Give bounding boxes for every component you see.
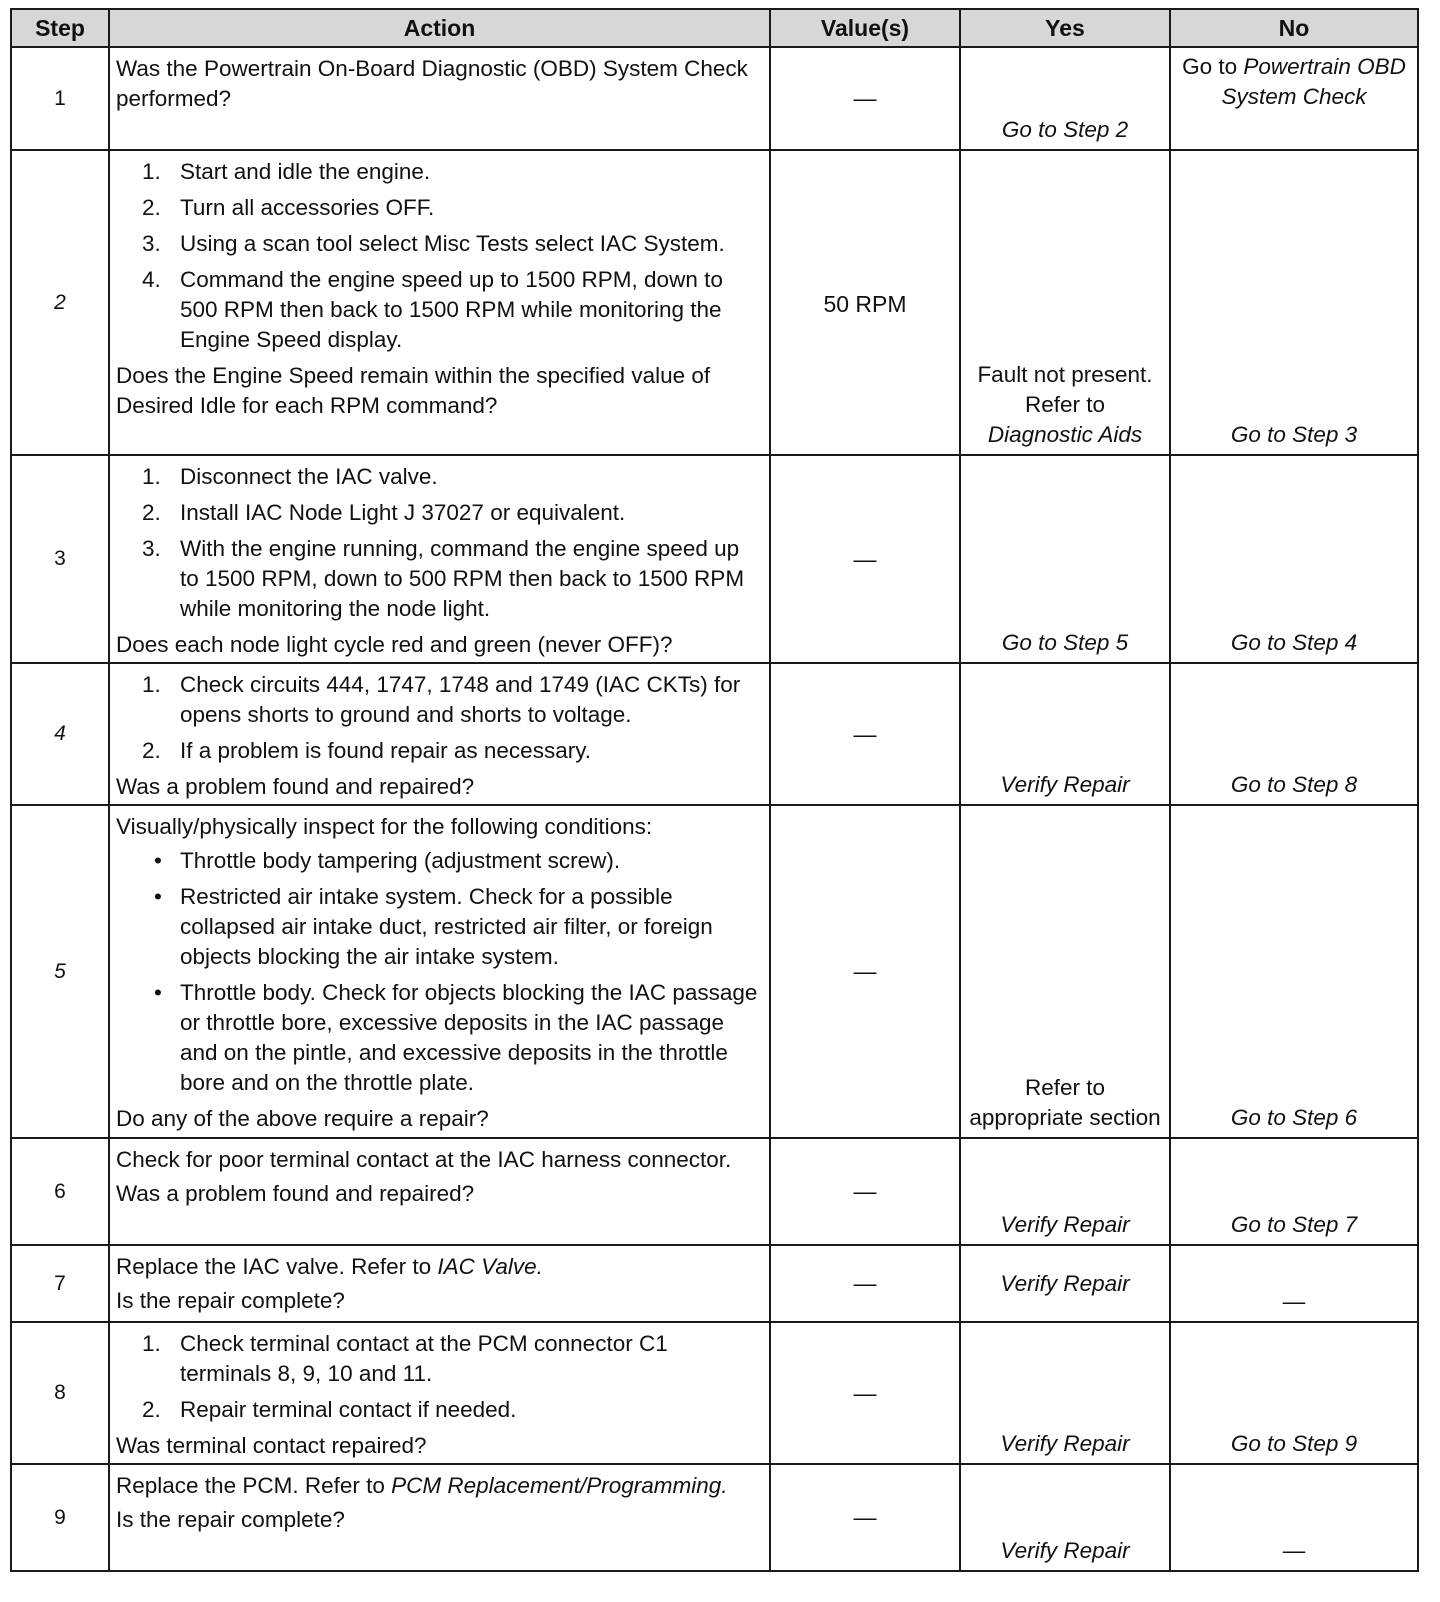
action-question: Does each node light cycle red and green (never OFF)? [116, 632, 673, 657]
list-item-text: Throttle body tampering (adjustment screw). [180, 848, 621, 873]
table-row [11, 805, 1418, 1138]
list-item: 1. Disconnect the IAC valve. [142, 464, 438, 489]
no-text: Go to [1182, 54, 1238, 79]
header-no: No [1170, 9, 1418, 47]
action-text: Was the Powertrain On-Board Diagnostic (OBD) System Check performed? [116, 56, 748, 111]
action-cell [109, 663, 770, 805]
value-cell: — [770, 1464, 960, 1571]
no-cell: — [1170, 1464, 1418, 1571]
action-steps [116, 462, 763, 624]
action-reference: IAC Valve. [437, 1254, 543, 1279]
header-values: Value(s) [770, 9, 960, 47]
table-row [11, 1245, 1418, 1322]
value-cell: — [770, 1245, 960, 1322]
value-cell: — [770, 1138, 960, 1245]
step-number: 8 [11, 1322, 109, 1464]
condition-list [116, 846, 763, 1098]
list-item: 1. Check circuits 444, 1747, 1748 and 1749 (IAC CKTs) for opens shorts to ground and shorts to voltage. [142, 672, 741, 727]
action-cell [109, 150, 770, 455]
yes-text: Fault not present. Refer to [977, 362, 1153, 417]
action-text-lead: Replace the PCM. Refer to [116, 1473, 385, 1498]
action-question: Do any of the above require a repair? [116, 1106, 489, 1131]
list-item-text: Turn all accessories OFF. [180, 195, 435, 220]
action-intro: Visually/physically inspect for the following conditions: [116, 814, 653, 839]
step-number: 3 [11, 455, 109, 663]
step-number: 7 [11, 1245, 109, 1322]
action-question: Was a problem found and repaired? [116, 1181, 475, 1206]
action-cell [109, 1245, 770, 1322]
no-cell: Go to Step 8 [1170, 663, 1418, 805]
list-item-text: Restricted air intake system. Check for a possible collapsed air intake duct, restricted air filter, or foreign objects blocking the air intake system. [180, 884, 713, 969]
action-reference: PCM Replacement/Programming. [391, 1473, 728, 1498]
value-cell: — [770, 455, 960, 663]
list-item-text: Start and idle the engine. [180, 159, 431, 184]
action-cell [109, 455, 770, 663]
action-text [116, 1471, 763, 1501]
no-cell: — [1170, 1245, 1418, 1322]
list-item: 3. Using a scan tool select Misc Tests select IAC System. [142, 231, 725, 256]
action-steps [116, 1329, 763, 1425]
yes-cell [960, 150, 1170, 455]
header-row [11, 9, 1418, 47]
action-text-lead: Replace the IAC valve. Refer to [116, 1254, 432, 1279]
step-number: 2 [11, 150, 109, 455]
list-item-text: Disconnect the IAC valve. [180, 464, 438, 489]
action-question: Was a problem found and repaired? [116, 774, 475, 799]
table-row [11, 455, 1418, 663]
list-item: • Throttle body tampering (adjustment screw). [154, 848, 621, 873]
action-cell [109, 47, 770, 150]
list-item-text: With the engine running, command the engine speed up to 1500 RPM, down to 500 RPM then back to 1500 RPM while monitoring the node light. [180, 536, 745, 621]
table-row [11, 47, 1418, 150]
yes-reference: Diagnostic Aids [987, 422, 1143, 447]
yes-cell: Verify Repair [960, 663, 1170, 805]
header-yes: Yes [960, 9, 1170, 47]
action-cell [109, 1464, 770, 1571]
table-row [11, 150, 1418, 455]
no-cell: Go to Step 9 [1170, 1322, 1418, 1464]
list-item-text: Check terminal contact at the PCM connector C1 terminals 8, 9, 10 and 11. [180, 1331, 668, 1386]
yes-cell: Verify Repair [960, 1322, 1170, 1464]
list-item-text: Using a scan tool select Misc Tests select IAC System. [180, 231, 725, 256]
action-question: Was terminal contact repaired? [116, 1433, 427, 1458]
list-item: 4. Command the engine speed up to 1500 RPM, down to 500 RPM then back to 1500 RPM while monitoring the Engine Speed display. [142, 267, 723, 352]
action-question: Does the Engine Speed remain within the specified value of Desired Idle for each RPM command? [116, 363, 711, 418]
action-cell [109, 1138, 770, 1245]
list-item: 2. Repair terminal contact if needed. [142, 1397, 517, 1422]
header-action: Action [109, 9, 770, 47]
action-cell [109, 1322, 770, 1464]
action-question: Is the repair complete? [116, 1288, 345, 1313]
list-item: 2. If a problem is found repair as necessary. [142, 738, 592, 763]
no-cell: Go to Step 7 [1170, 1138, 1418, 1245]
list-item: • Restricted air intake system. Check for a possible collapsed air intake duct, restricted air filter, or foreign objects blocking the air intake system. [154, 884, 713, 969]
list-item-text: Check circuits 444, 1747, 1748 and 1749 (IAC CKTs) for opens shorts to ground and shorts to voltage. [180, 672, 741, 727]
list-item: 3. With the engine running, command the engine speed up to 1500 RPM, down to 500 RPM then back to 1500 RPM while monitoring the node light. [142, 536, 745, 621]
yes-cell: Go to Step 2 [960, 47, 1170, 150]
step-number: 6 [11, 1138, 109, 1245]
step-number: 1 [11, 47, 109, 150]
action-steps [116, 157, 763, 355]
list-item-text: Throttle body. Check for objects blocking the IAC passage or throttle bore, excessive deposits in the IAC passage and on the pintle, and excessive deposits in the throttle bore and on the throttle plate. [180, 980, 758, 1095]
list-item-text: Command the engine speed up to 1500 RPM, down to 500 RPM then back to 1500 RPM while monitoring the Engine Speed display. [180, 267, 723, 352]
table-row [11, 1322, 1418, 1464]
value-cell: — [770, 1322, 960, 1464]
yes-cell: Refer to appropriate section [960, 805, 1170, 1138]
action-cell [109, 805, 770, 1138]
step-number: 9 [11, 1464, 109, 1571]
yes-cell: Go to Step 5 [960, 455, 1170, 663]
step-number: 4 [11, 663, 109, 805]
yes-cell: Verify Repair [960, 1245, 1170, 1322]
value-cell: 50 RPM [770, 150, 960, 455]
no-cell: Go to Step 3 [1170, 150, 1418, 455]
list-item: 2. Turn all accessories OFF. [142, 195, 435, 220]
no-cell [1170, 47, 1418, 150]
action-steps [116, 670, 763, 766]
list-item-text: Repair terminal contact if needed. [180, 1397, 517, 1422]
table-row [11, 1138, 1418, 1245]
list-item-text: If a problem is found repair as necessary. [180, 738, 592, 763]
yes-cell: Verify Repair [960, 1138, 1170, 1245]
list-item: 1. Start and idle the engine. [142, 159, 431, 184]
list-item: 2. Install IAC Node Light J 37027 or equivalent. [142, 500, 626, 525]
no-cell: Go to Step 6 [1170, 805, 1418, 1138]
action-question: Is the repair complete? [116, 1507, 345, 1532]
action-text: Check for poor terminal contact at the IAC harness connector. [116, 1147, 732, 1172]
list-item-text: Install IAC Node Light J 37027 or equivalent. [180, 500, 626, 525]
value-cell: — [770, 805, 960, 1138]
value-cell: — [770, 47, 960, 150]
diagnostic-table [10, 8, 1419, 1572]
table-row [11, 1464, 1418, 1571]
step-number: 5 [11, 805, 109, 1138]
list-item: 1. Check terminal contact at the PCM connector C1 terminals 8, 9, 10 and 11. [142, 1331, 668, 1386]
no-reference: Powertrain OBD System Check [1221, 54, 1406, 109]
list-item: • Throttle body. Check for objects blocking the IAC passage or throttle bore, excessive deposits in the IAC passage and on the pintle, and excessive deposits in the throttle bore and on the throttle plate. [154, 980, 758, 1095]
header-step: Step [11, 9, 109, 47]
table-row [11, 663, 1418, 805]
no-cell: Go to Step 4 [1170, 455, 1418, 663]
value-cell: — [770, 663, 960, 805]
action-text [116, 1252, 763, 1282]
yes-cell: Verify Repair [960, 1464, 1170, 1571]
